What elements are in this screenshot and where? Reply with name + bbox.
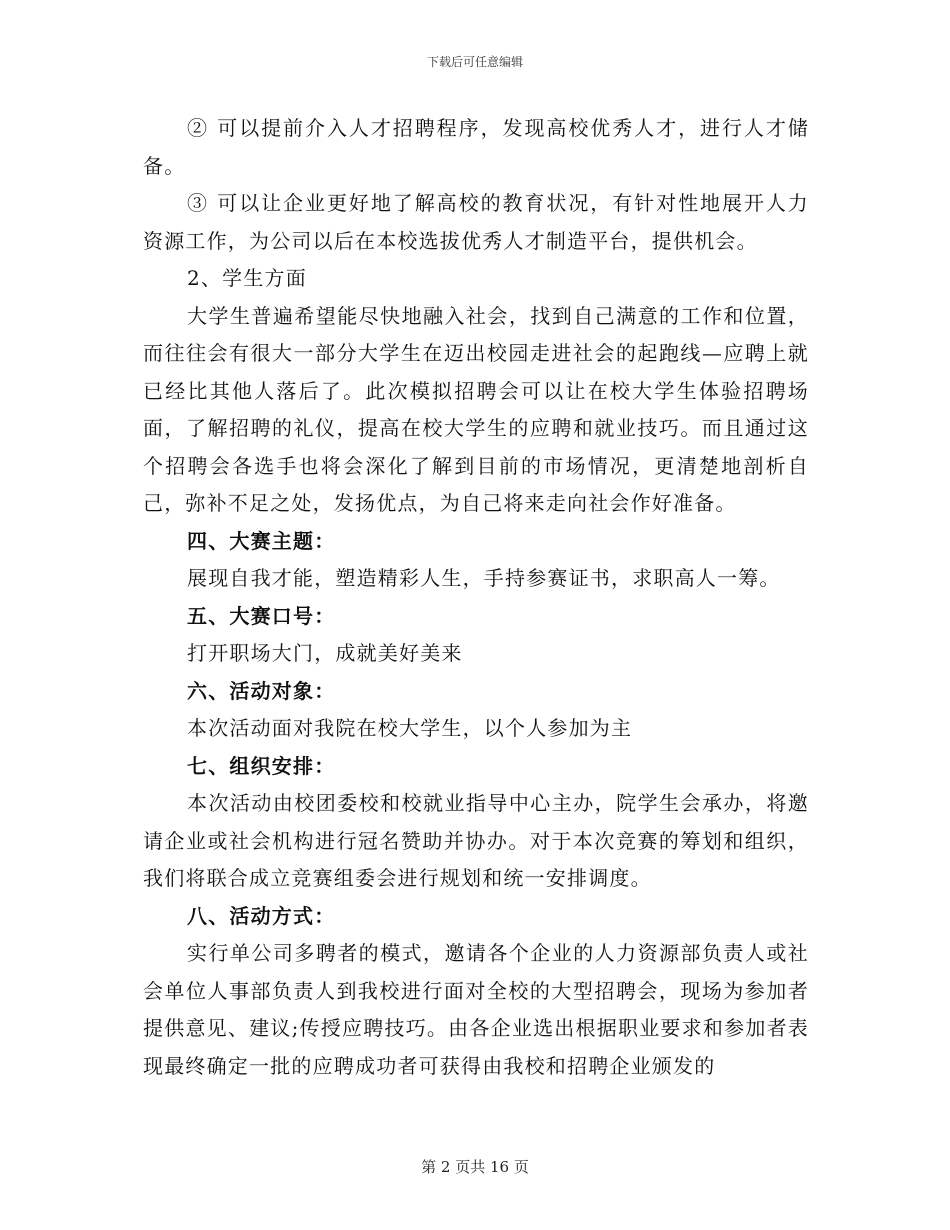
heading-slogan: 五、大赛口号：: [187, 603, 336, 628]
page-header: 下载后可任意编辑: [426, 55, 523, 69]
paragraph-method: 实行单公司多聘者的模式，邀请各个企业的人力资源部负责人或社会单位人事部负责人到我校进行面对全校的大型招聘会，现场为参加者提供意见、建议;传授应聘技巧。由各企业选出根据职业要求和参加者表现最终确定一批的应聘成功者可获得由我校和招聘企业颁发的: [143, 941, 809, 1078]
paragraph-education-status: ③ 可以让企业更好地了解高校的教育状况，有针对性地展开人力资源工作，为公司以后在本校选拔优秀人才制造平台，提供机会。: [143, 191, 809, 253]
paragraph-slogan: 打开职场大门，成就美好美来: [187, 641, 463, 665]
paragraph-student-side-title: 2、学生方面: [187, 266, 307, 290]
heading-method: 八、活动方式：: [187, 903, 336, 928]
document-body: [143, 110, 809, 1085]
page-footer: 第 2 页共 16 页: [421, 1158, 529, 1176]
paragraph-theme: 展现自我才能，塑造精彩人生，手持参赛证书，求职高人一筹。: [187, 566, 781, 590]
heading-audience: 六、活动对象：: [187, 678, 336, 703]
paragraph-student-side: 大学生普遍希望能尽快地融入社会，找到自己满意的工作和位置，而往往会有很大一部分大学生在迈出校园走进社会的起跑线—应聘上就已经比其他人落后了。此次模拟招聘会可以让在校大学生体验招聘场面，了解招聘的礼仪，提高在校大学生的应聘和就业技巧。而且通过这个招聘会各选手也将会深化了解到目前的市场情况，更清楚地剖析自己，弥补不足之处，发扬优点，为自己将来走向社会作好准备。: [143, 303, 809, 515]
heading-organization: 七、组织安排：: [187, 753, 336, 778]
paragraph-audience: 本次活动面对我院在校大学生，以个人参加为主: [187, 716, 633, 740]
paragraph-organization: 本次活动由校团委校和校就业指导中心主办，院学生会承办，将邀请企业或社会机构进行冠名赞助并协办。对于本次竞赛的筹划和组织，我们将联合成立竞赛组委会进行规划和统一安排调度。: [143, 791, 809, 890]
paragraph-talent-reserve: ② 可以提前介入人才招聘程序，发现高校优秀人才，进行人才储备。: [143, 116, 809, 178]
heading-theme: 四、大赛主题：: [187, 528, 336, 553]
